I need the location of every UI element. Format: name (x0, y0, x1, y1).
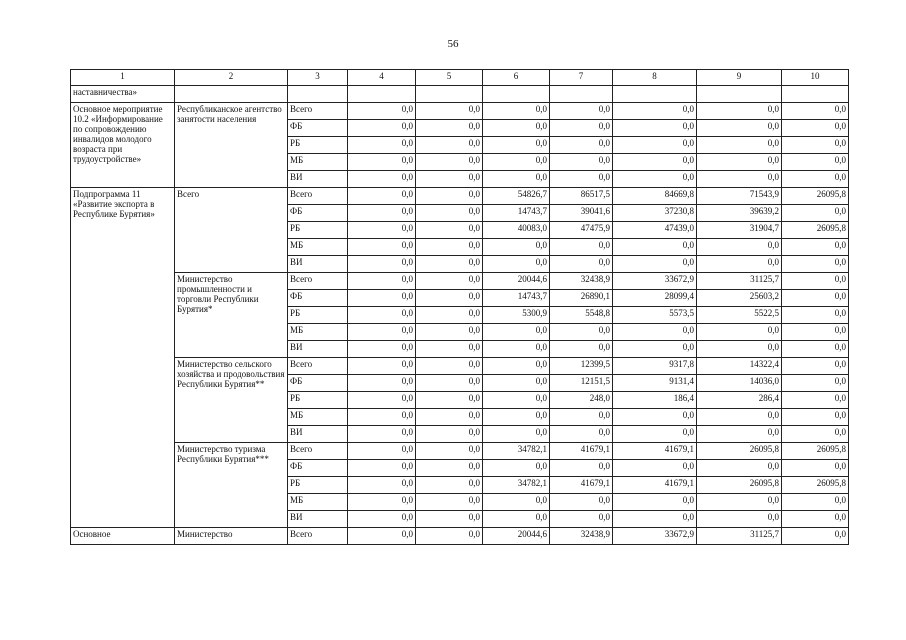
value-cell: 0,0 (348, 426, 416, 443)
value-cell: 26890,1 (550, 290, 613, 307)
value-cell: 0,0 (697, 426, 782, 443)
page-number: 56 (447, 38, 459, 50)
header-cell: 8 (613, 70, 697, 86)
value-cell: 12151,5 (550, 375, 613, 392)
value-cell: 0,0 (613, 256, 697, 273)
value-cell: 31125,7 (697, 528, 782, 545)
value-cell: 0,0 (782, 171, 849, 188)
value-cell: 0,0 (697, 154, 782, 171)
activity-cell: Подпрограмма 11 «Развитие экспорта в Республике Бурятия» (71, 188, 175, 528)
value-cell: 0,0 (416, 290, 483, 307)
value-cell (613, 86, 697, 103)
header-cell: 3 (288, 70, 348, 86)
value-cell: 0,0 (416, 392, 483, 409)
table-row (71, 86, 849, 103)
value-cell: 0,0 (697, 171, 782, 188)
value-cell: 0,0 (348, 290, 416, 307)
value-cell: 0,0 (782, 290, 849, 307)
value-cell: 41679,1 (550, 443, 613, 460)
value-cell: 0,0 (416, 324, 483, 341)
value-cell: 0,0 (550, 120, 613, 137)
value-cell: 0,0 (416, 358, 483, 375)
source-cell: МБ (288, 324, 348, 341)
value-cell: 0,0 (348, 324, 416, 341)
responsible-cell: Министерство промышленности и торговли Республики Бурятия* (175, 273, 288, 358)
value-cell: 286,4 (697, 392, 782, 409)
value-cell: 0,0 (348, 528, 416, 545)
header-cell: 6 (483, 70, 550, 86)
header-cell: 1 (71, 70, 175, 86)
value-cell: 39041,6 (550, 205, 613, 222)
value-cell: 9131,4 (613, 375, 697, 392)
value-cell: 39639,2 (697, 205, 782, 222)
value-cell: 0,0 (782, 307, 849, 324)
source-cell: Всего (288, 528, 348, 545)
value-cell: 71543,9 (697, 188, 782, 205)
value-cell: 0,0 (782, 154, 849, 171)
value-cell: 0,0 (782, 409, 849, 426)
value-cell: 0,0 (782, 392, 849, 409)
source-cell: Всего (288, 273, 348, 290)
value-cell: 41679,1 (613, 477, 697, 494)
table-row (71, 103, 849, 120)
value-cell: 0,0 (416, 409, 483, 426)
value-cell: 0,0 (550, 239, 613, 256)
table-row (71, 273, 849, 290)
value-cell: 0,0 (550, 409, 613, 426)
value-cell: 0,0 (550, 324, 613, 341)
value-cell: 0,0 (416, 511, 483, 528)
header-cell: 9 (697, 70, 782, 86)
value-cell: 0,0 (550, 171, 613, 188)
value-cell: 0,0 (483, 511, 550, 528)
value-cell: 0,0 (550, 460, 613, 477)
value-cell (782, 86, 849, 103)
value-cell: 0,0 (483, 256, 550, 273)
value-cell: 0,0 (348, 392, 416, 409)
value-cell: 0,0 (483, 358, 550, 375)
value-cell: 32438,9 (550, 528, 613, 545)
value-cell (348, 86, 416, 103)
value-cell: 26095,8 (697, 477, 782, 494)
value-cell: 0,0 (348, 256, 416, 273)
responsible-cell: Республиканское агентство занятости населения (175, 103, 288, 188)
responsible-cell: Министерство (175, 528, 288, 545)
value-cell (550, 86, 613, 103)
source-cell: Всего (288, 188, 348, 205)
source-cell: МБ (288, 494, 348, 511)
value-cell: 0,0 (348, 120, 416, 137)
value-cell: 0,0 (348, 494, 416, 511)
header-cell: 7 (550, 70, 613, 86)
value-cell: 0,0 (697, 256, 782, 273)
value-cell: 0,0 (483, 137, 550, 154)
value-cell: 0,0 (416, 120, 483, 137)
value-cell: 26095,8 (782, 443, 849, 460)
value-cell: 0,0 (782, 103, 849, 120)
source-cell: РБ (288, 307, 348, 324)
table-row (71, 358, 849, 375)
value-cell: 0,0 (416, 222, 483, 239)
activity-cell: наставничества» (71, 86, 175, 103)
value-cell: 0,0 (348, 375, 416, 392)
source-cell: МБ (288, 154, 348, 171)
value-cell: 0,0 (613, 426, 697, 443)
value-cell: 0,0 (697, 137, 782, 154)
value-cell: 0,0 (483, 460, 550, 477)
value-cell: 0,0 (782, 460, 849, 477)
value-cell: 0,0 (697, 120, 782, 137)
value-cell: 0,0 (416, 256, 483, 273)
value-cell: 0,0 (613, 341, 697, 358)
value-cell: 0,0 (550, 494, 613, 511)
value-cell: 0,0 (550, 426, 613, 443)
value-cell: 26095,8 (782, 188, 849, 205)
source-cell: РБ (288, 222, 348, 239)
value-cell: 26095,8 (782, 477, 849, 494)
value-cell: 26095,8 (697, 443, 782, 460)
value-cell: 0,0 (348, 358, 416, 375)
value-cell: 0,0 (782, 511, 849, 528)
value-cell: 0,0 (416, 528, 483, 545)
value-cell: 0,0 (697, 341, 782, 358)
value-cell: 0,0 (348, 477, 416, 494)
value-cell: 0,0 (416, 154, 483, 171)
value-cell: 0,0 (697, 494, 782, 511)
source-cell: РБ (288, 137, 348, 154)
value-cell: 41679,1 (613, 443, 697, 460)
value-cell (483, 86, 550, 103)
responsible-cell: Всего (175, 188, 288, 273)
source-cell: ФБ (288, 460, 348, 477)
value-cell: 31904,7 (697, 222, 782, 239)
value-cell: 0,0 (416, 477, 483, 494)
value-cell: 5300,9 (483, 307, 550, 324)
value-cell: 0,0 (416, 188, 483, 205)
value-cell: 0,0 (483, 171, 550, 188)
value-cell: 0,0 (697, 460, 782, 477)
source-cell (288, 86, 348, 103)
value-cell: 0,0 (348, 205, 416, 222)
value-cell: 9317,8 (613, 358, 697, 375)
value-cell: 0,0 (348, 443, 416, 460)
value-cell: 34782,1 (483, 443, 550, 460)
value-cell: 33672,9 (613, 273, 697, 290)
value-cell: 54826,7 (483, 188, 550, 205)
source-cell: ФБ (288, 205, 348, 222)
value-cell: 0,0 (782, 273, 849, 290)
value-cell: 0,0 (348, 239, 416, 256)
header-cell: 10 (782, 70, 849, 86)
value-cell: 186,4 (613, 392, 697, 409)
source-cell: ВИ (288, 256, 348, 273)
value-cell: 14322,4 (697, 358, 782, 375)
value-cell: 40083,0 (483, 222, 550, 239)
value-cell: 0,0 (697, 239, 782, 256)
value-cell: 0,0 (348, 222, 416, 239)
value-cell: 0,0 (348, 341, 416, 358)
value-cell: 0,0 (613, 511, 697, 528)
value-cell: 0,0 (483, 341, 550, 358)
value-cell: 0,0 (550, 341, 613, 358)
source-cell: МБ (288, 409, 348, 426)
value-cell: 0,0 (782, 137, 849, 154)
value-cell: 0,0 (613, 460, 697, 477)
value-cell: 0,0 (613, 137, 697, 154)
value-cell: 0,0 (416, 273, 483, 290)
value-cell: 0,0 (483, 120, 550, 137)
value-cell (697, 86, 782, 103)
value-cell: 0,0 (416, 375, 483, 392)
value-cell: 0,0 (348, 273, 416, 290)
value-cell: 0,0 (613, 171, 697, 188)
value-cell: 0,0 (782, 324, 849, 341)
value-cell: 41679,1 (550, 477, 613, 494)
activity-cell: Основное (71, 528, 175, 545)
value-cell: 0,0 (782, 528, 849, 545)
source-cell: Всего (288, 443, 348, 460)
value-cell: 84669,8 (613, 188, 697, 205)
value-cell: 20044,6 (483, 273, 550, 290)
activity-cell: Основное мероприятие 10.2 «Информирование по сопровождению инвалидов молодого возраста при трудоустройстве» (71, 103, 175, 188)
value-cell: 0,0 (416, 239, 483, 256)
value-cell: 0,0 (697, 409, 782, 426)
value-cell: 0,0 (782, 239, 849, 256)
value-cell: 0,0 (483, 239, 550, 256)
value-cell: 0,0 (782, 205, 849, 222)
source-cell: ФБ (288, 375, 348, 392)
value-cell: 0,0 (416, 171, 483, 188)
value-cell: 0,0 (613, 324, 697, 341)
header-cell: 2 (175, 70, 288, 86)
value-cell: 0,0 (782, 358, 849, 375)
value-cell: 0,0 (697, 324, 782, 341)
value-cell: 26095,8 (782, 222, 849, 239)
value-cell: 0,0 (416, 307, 483, 324)
value-cell: 0,0 (483, 154, 550, 171)
value-cell: 25603,2 (697, 290, 782, 307)
value-cell: 5522,5 (697, 307, 782, 324)
value-cell: 0,0 (550, 137, 613, 154)
value-cell: 0,0 (416, 205, 483, 222)
value-cell: 0,0 (348, 137, 416, 154)
table-body (71, 70, 849, 545)
table-row (71, 443, 849, 460)
value-cell: 0,0 (613, 154, 697, 171)
value-cell: 32438,9 (550, 273, 613, 290)
value-cell: 47475,9 (550, 222, 613, 239)
source-cell: РБ (288, 477, 348, 494)
header-row (71, 70, 849, 86)
value-cell: 0,0 (483, 426, 550, 443)
value-cell: 0,0 (782, 256, 849, 273)
source-cell: Всего (288, 103, 348, 120)
value-cell: 0,0 (348, 409, 416, 426)
value-cell: 0,0 (613, 494, 697, 511)
value-cell: 0,0 (416, 460, 483, 477)
value-cell: 0,0 (483, 494, 550, 511)
value-cell: 37230,8 (613, 205, 697, 222)
value-cell: 0,0 (348, 307, 416, 324)
value-cell: 0,0 (483, 103, 550, 120)
source-cell: ФБ (288, 120, 348, 137)
value-cell: 0,0 (697, 103, 782, 120)
table-row (71, 188, 849, 205)
value-cell: 12399,5 (550, 358, 613, 375)
value-cell: 0,0 (416, 341, 483, 358)
source-cell: ВИ (288, 171, 348, 188)
responsible-cell: Министерство сельского хозяйства и продовольствия Республики Бурятия** (175, 358, 288, 443)
value-cell: 14036,0 (697, 375, 782, 392)
value-cell: 0,0 (416, 426, 483, 443)
header-cell: 4 (348, 70, 416, 86)
value-cell: 34782,1 (483, 477, 550, 494)
value-cell: 0,0 (550, 511, 613, 528)
value-cell: 0,0 (483, 375, 550, 392)
value-cell: 0,0 (348, 188, 416, 205)
value-cell: 0,0 (782, 494, 849, 511)
value-cell: 14743,7 (483, 205, 550, 222)
value-cell: 0,0 (782, 341, 849, 358)
responsible-cell: Министерство туризма Республики Бурятия*** (175, 443, 288, 528)
value-cell: 0,0 (550, 154, 613, 171)
value-cell: 0,0 (416, 137, 483, 154)
value-cell: 0,0 (348, 103, 416, 120)
value-cell: 0,0 (483, 409, 550, 426)
value-cell: 0,0 (416, 103, 483, 120)
value-cell: 0,0 (550, 256, 613, 273)
header-cell: 5 (416, 70, 483, 86)
value-cell: 0,0 (613, 409, 697, 426)
source-cell: ВИ (288, 426, 348, 443)
value-cell: 0,0 (782, 375, 849, 392)
value-cell: 0,0 (416, 443, 483, 460)
value-cell: 47439,0 (613, 222, 697, 239)
value-cell: 0,0 (416, 494, 483, 511)
value-cell: 14743,7 (483, 290, 550, 307)
value-cell: 0,0 (550, 103, 613, 120)
value-cell: 28099,4 (613, 290, 697, 307)
responsible-cell (175, 86, 288, 103)
source-cell: ФБ (288, 290, 348, 307)
source-cell: МБ (288, 239, 348, 256)
source-cell: ВИ (288, 511, 348, 528)
value-cell: 0,0 (348, 171, 416, 188)
source-cell: ВИ (288, 341, 348, 358)
value-cell: 5573,5 (613, 307, 697, 324)
value-cell: 0,0 (613, 239, 697, 256)
value-cell: 0,0 (348, 460, 416, 477)
value-cell: 86517,5 (550, 188, 613, 205)
value-cell: 31125,7 (697, 273, 782, 290)
value-cell: 0,0 (483, 392, 550, 409)
value-cell: 0,0 (613, 103, 697, 120)
value-cell: 0,0 (613, 120, 697, 137)
value-cell: 0,0 (348, 511, 416, 528)
value-cell: 0,0 (483, 324, 550, 341)
value-cell (416, 86, 483, 103)
value-cell: 0,0 (782, 426, 849, 443)
budget-table (70, 69, 849, 545)
value-cell: 33672,9 (613, 528, 697, 545)
value-cell: 0,0 (348, 154, 416, 171)
table-row (71, 528, 849, 545)
value-cell: 248,0 (550, 392, 613, 409)
value-cell: 20044,6 (483, 528, 550, 545)
source-cell: РБ (288, 392, 348, 409)
source-cell: Всего (288, 358, 348, 375)
value-cell: 0,0 (782, 120, 849, 137)
value-cell: 5548,8 (550, 307, 613, 324)
value-cell: 0,0 (697, 511, 782, 528)
